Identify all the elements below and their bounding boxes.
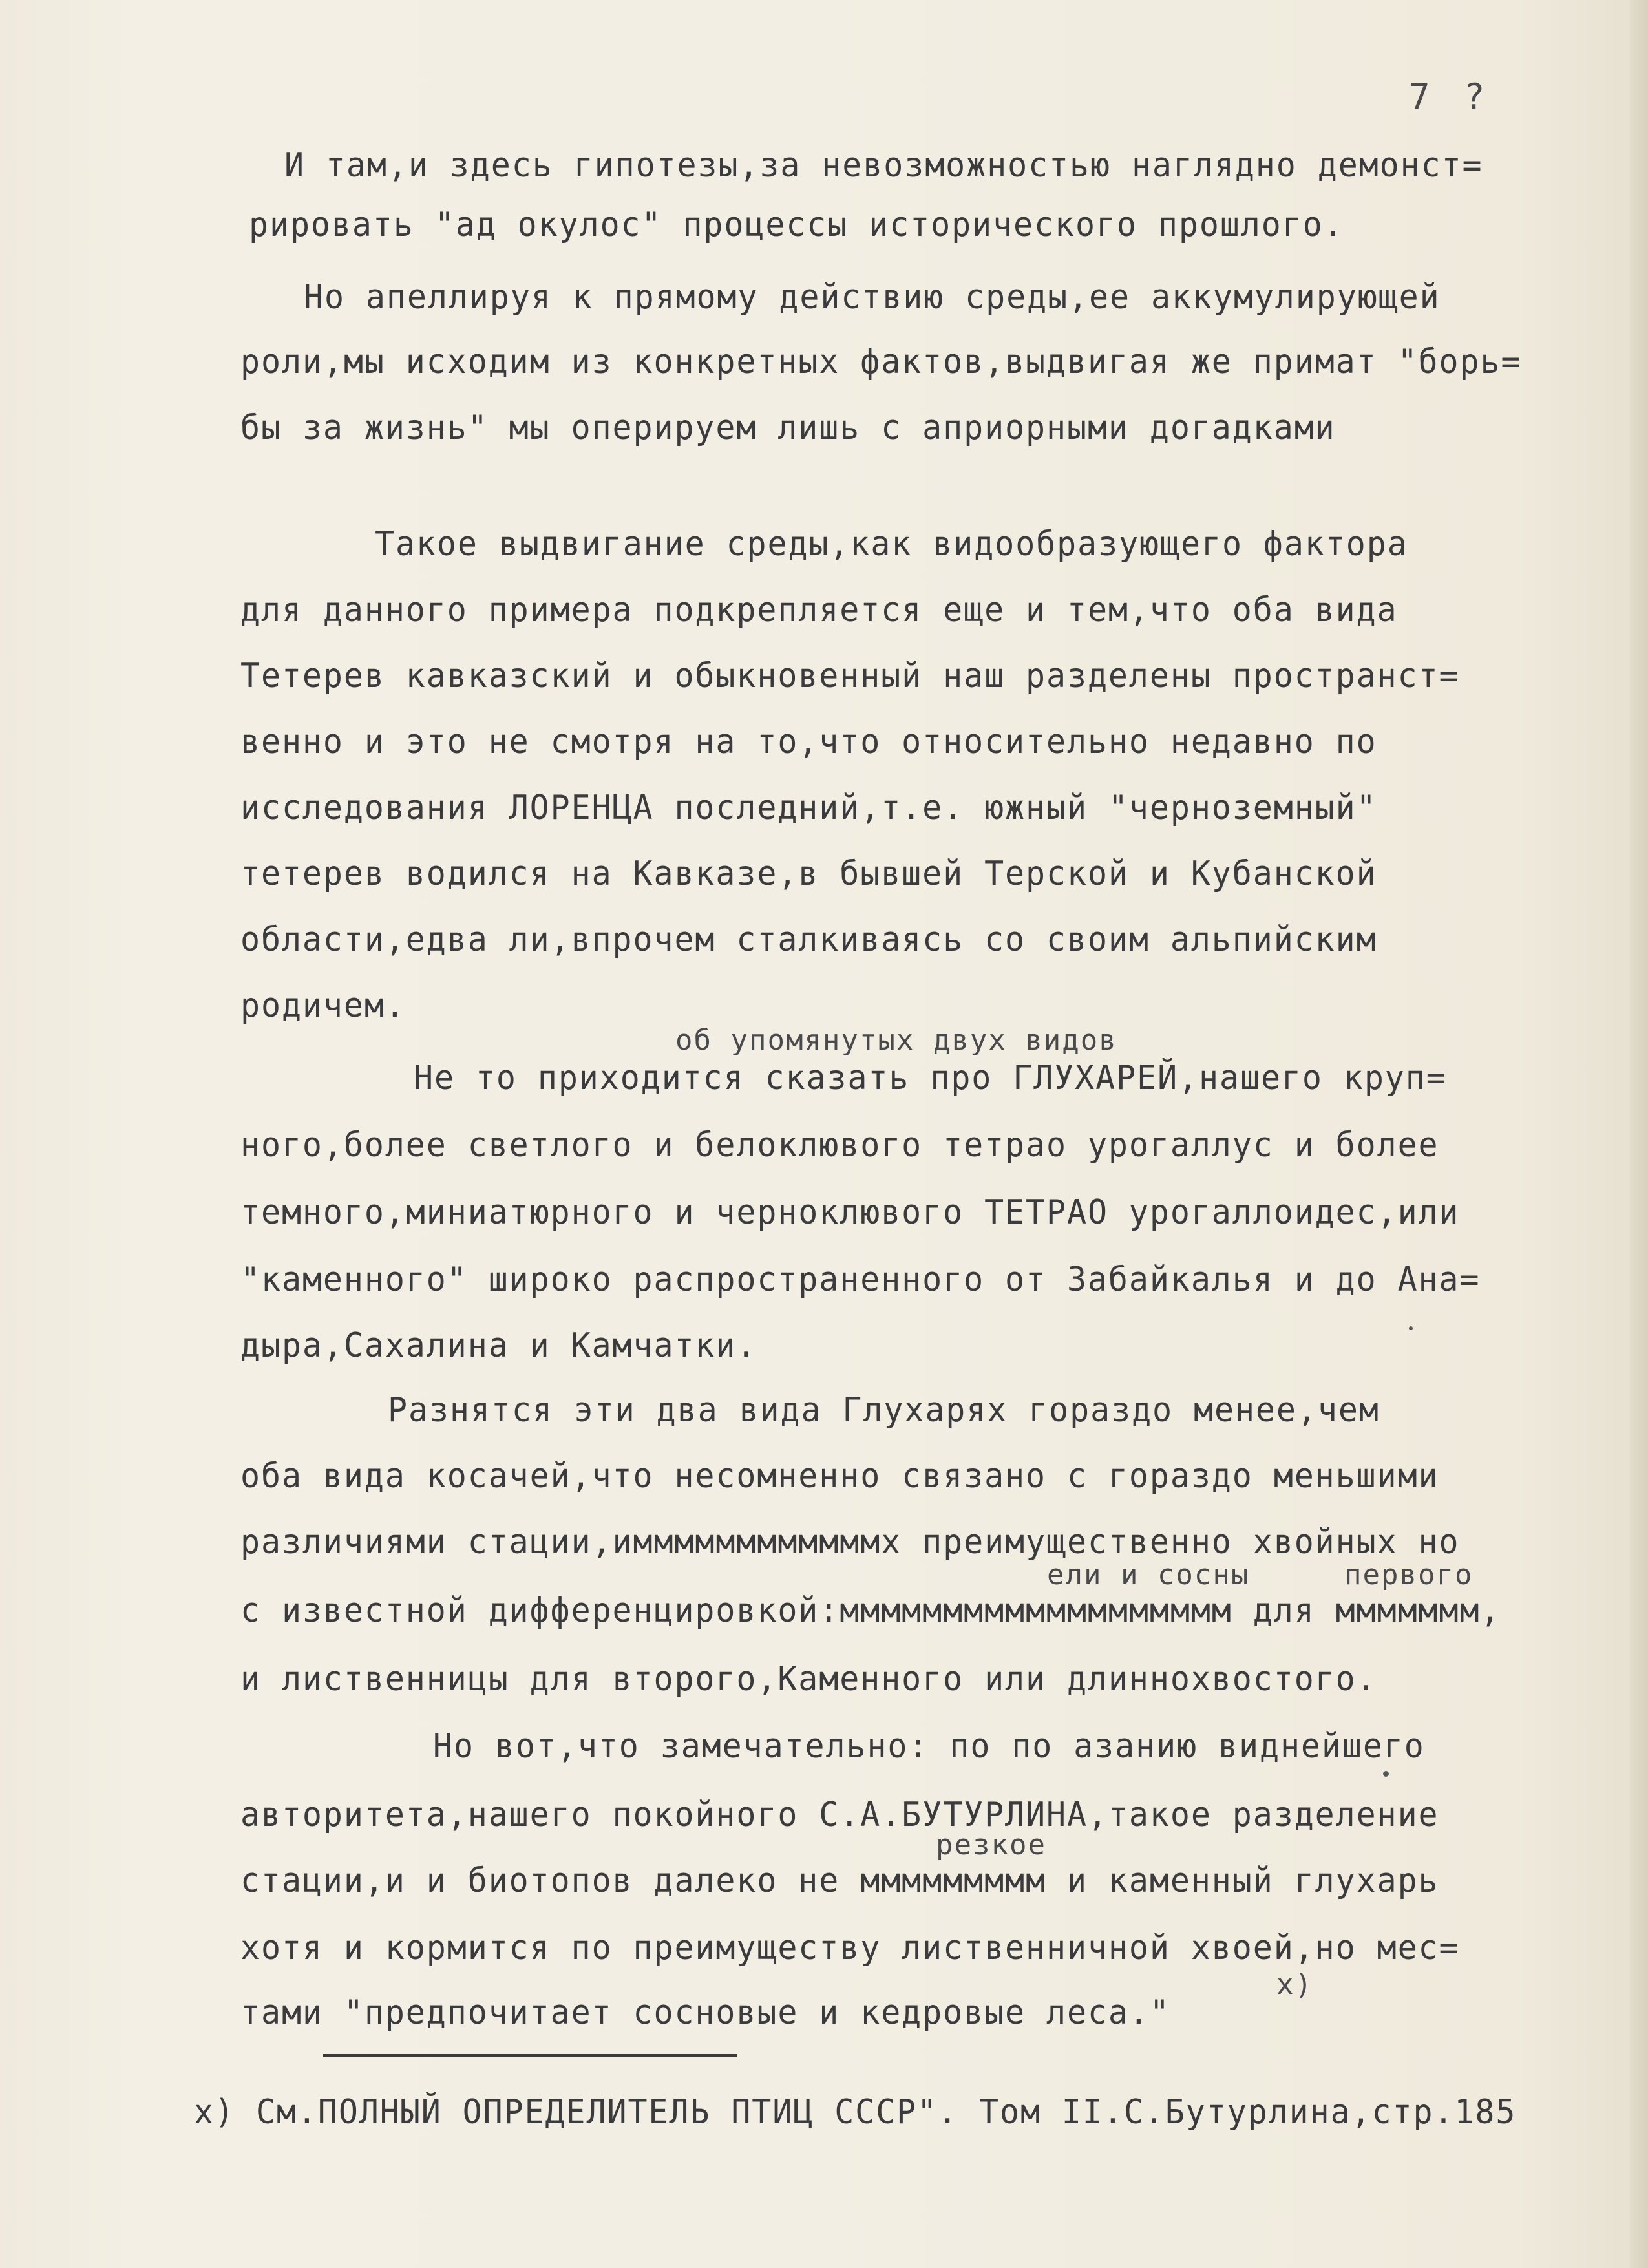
handwritten-insert: ели и сосны [1047, 1558, 1250, 1591]
text-line: роли,мы исходим из конкретных фактов,выдвигая же примат "борь= [240, 343, 1522, 381]
text-line: исследования ЛОРЕНЦА последний,т.е. южный "черноземный" [240, 789, 1377, 827]
text-line: тетерев водился на Кавказе,в бывшей Терской и Кубанской [240, 854, 1377, 893]
text-line: тами "предпочитает сосновые и кедровые леса." [240, 1993, 1170, 2032]
text-line: для данного примера подкрепляется еще и тем,что оба вида [240, 591, 1398, 630]
text-line: области,едва ли,впрочем сталкиваясь со своим альпийским [240, 920, 1377, 959]
text-line: Тетерев кавказский и обыкновенный наш разделены пространст= [240, 657, 1460, 695]
footnote-marker: х) [1276, 1968, 1313, 2001]
handwritten-insert: резкое [936, 1828, 1046, 1861]
text-line: Такое выдвигание среды,как видообразующего фактора [375, 525, 1408, 564]
text-line: различиями стации,иммммммммммммх преимущественно хвойных но [240, 1523, 1460, 1562]
text-line: дыра,Сахалина и Камчатки. [240, 1326, 757, 1365]
text-line: Но вот,что замечательно: по по азанию виднейшего [433, 1727, 1425, 1766]
text-line: Не то приходится сказать про ГЛУХАРЕЙ,нашего круп= [414, 1059, 1447, 1097]
text-line: рировать "ад окулос" процессы исторического прошлого. [249, 206, 1344, 244]
ink-speck [1383, 1771, 1389, 1777]
ink-speck [1409, 1326, 1413, 1330]
handwritten-insert: первого [1344, 1558, 1474, 1591]
text-line: авторитета,нашего покойного С.А.БУТУРЛИНА,такое разделение [240, 1796, 1439, 1834]
text-line: хотя и кормится по преимуществу лиственничной хвоей,но мес= [240, 1929, 1460, 1967]
text-line: родичем. [240, 986, 406, 1025]
footnote-divider [323, 2054, 737, 2057]
page-number: 7 ? [1409, 76, 1492, 117]
text-line: ного,более светлого и белоклювого тетрао урогаллус и более [240, 1126, 1439, 1165]
text-line: венно и это не смотря на то,что относительно недавно по [240, 723, 1377, 761]
text-line: Но апеллируя к прямому действию среды,ее аккумулирующей [304, 278, 1441, 317]
handwritten-insert: об упомянутых двух видов [675, 1024, 1117, 1057]
text-line: бы за жизнь" мы оперируем лишь с априорными догадками [240, 408, 1336, 447]
text-line: темного,миниатюрного и черноклювого ТЕТРАО урогаллоидес,или [240, 1193, 1460, 1232]
text-line: "каменного" широко распространенного от Забайкалья и до Ана= [240, 1260, 1481, 1299]
text-line: Разнятся эти два вида Глухарях гораздо менее,чем [388, 1391, 1380, 1430]
text-line: стации,и и биотопов далеко не ммммммммм и каменный глухарь [240, 1861, 1439, 1900]
text-line: И там,и здесь гипотезы,за невозможностью наглядно демонст= [284, 146, 1483, 185]
text-line: оба вида косачей,что несомненно связано с гораздо меньшими [240, 1457, 1439, 1496]
text-line: и лиственницы для второго,Каменного или длиннохвостого. [240, 1660, 1377, 1699]
text-line: с известной дифференцировкой:ммммммммммммммммммм для ммммммм, [240, 1591, 1501, 1630]
footnote: х) См.ПОЛНЫЙ ОПРЕДЕЛИТЕЛЬ ПТИЦ СССР". Том II.С.Бутурлина,стр.185 [194, 2093, 1517, 2132]
